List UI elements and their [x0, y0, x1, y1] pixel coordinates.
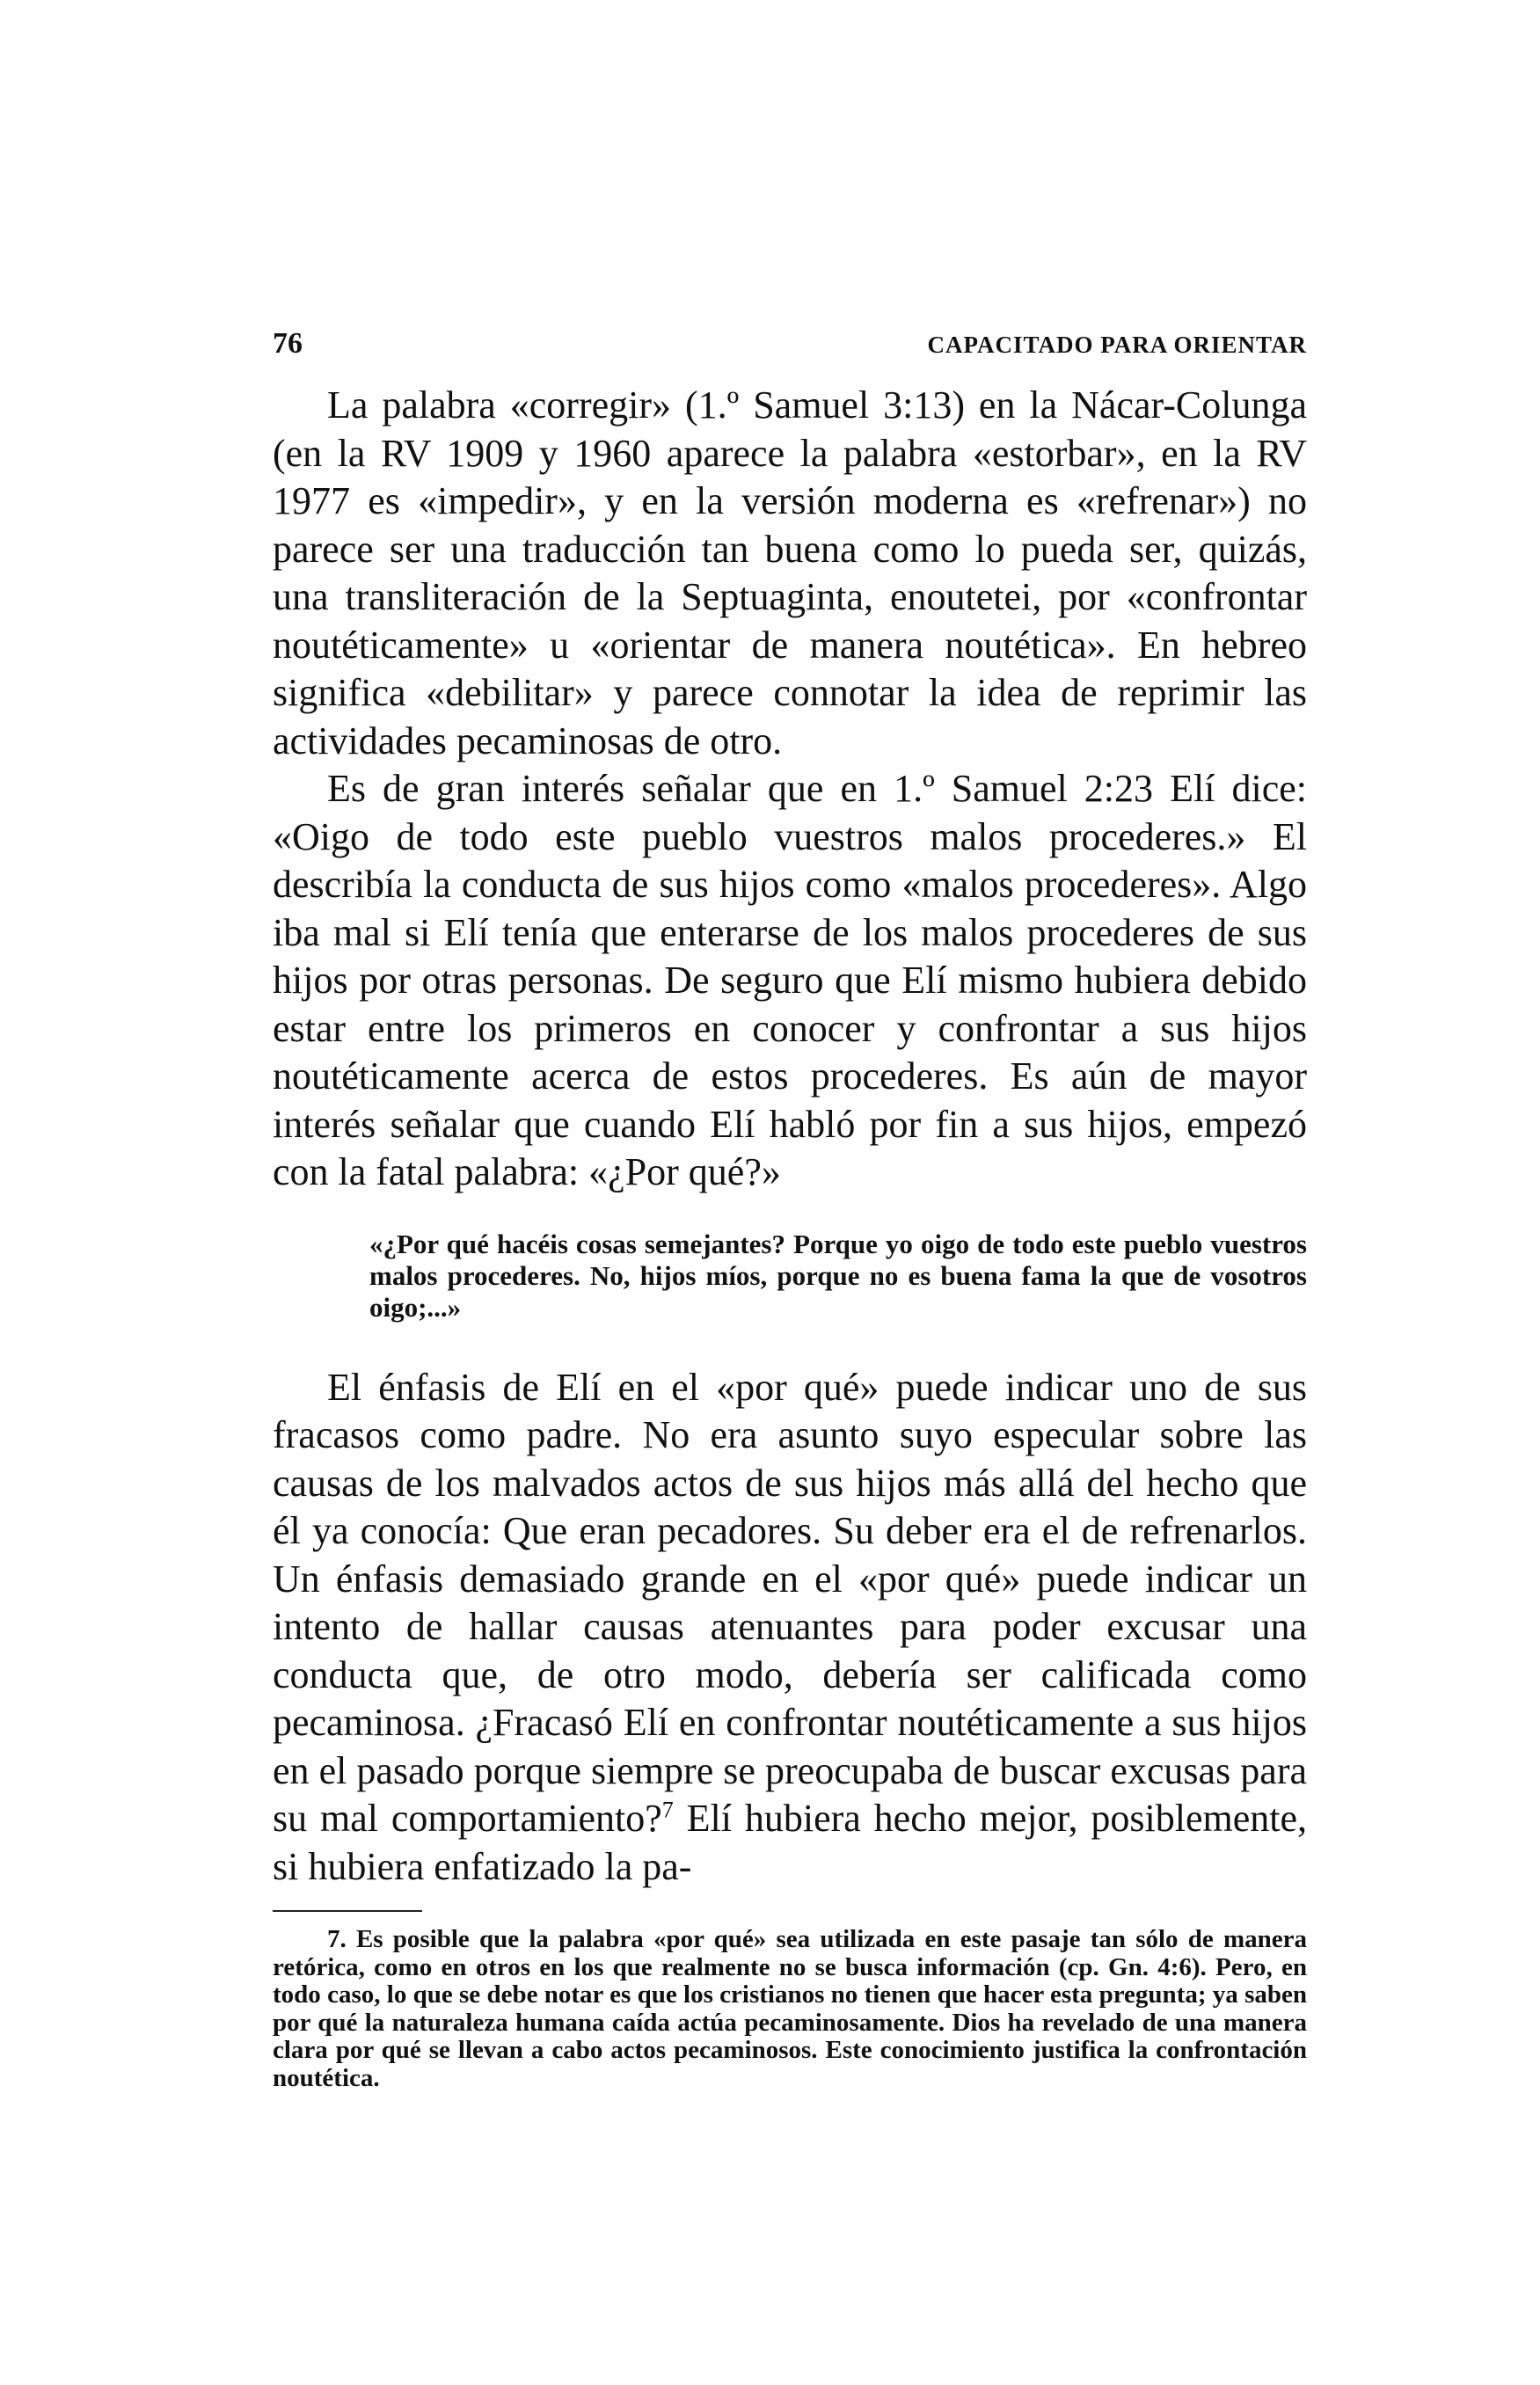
footnote-reference: 7: [661, 1797, 674, 1823]
book-page: [273, 327, 1307, 2092]
running-title: CAPACITADO PARA ORIENTAR: [927, 332, 1307, 358]
paragraph-2: Es de gran interés señalar que en 1.º Samuel 2:23 Elí dice: «Oigo de todo este pueblo vuestros malos procederes.» El describía la conducta de sus hijos como «malos procederes». Algo iba mal si Elí tenía que enterarse de los malos procederes de sus hijos por otras personas. De seguro que Elí mismo hubiera debido estar entre los primeros en conocer y confrontar a sus hijos noutéticamente acerca de estos procederes. Es aún de mayor interés señalar que cuando Elí habló por fin a sus hijos, empezó con la fatal palabra: «¿Por qué?»: [273, 767, 1307, 1193]
footnote: 7. Es posible que la palabra «por qué» sea utilizada en este pasaje tan sólo de manera retórica, como en otros en los que realmente no se busca información (cp. Gn. 4:6). Pero, en todo caso, lo que se debe notar es que los cristianos no tienen que hacer esta pregunta; ya saben por qué la naturaleza humana caída actúa pecaminosamente. Dios ha revelado de una manera clara por qué se llevan a cabo actos pecaminosos. Este conocimiento justifica la confrontación noutética.: [273, 1925, 1307, 2092]
paragraph-1: La palabra «corregir» (1.º Samuel 3:13) en la Nácar-Colunga (en la RV 1909 y 1960 aparece la palabra «estorbar», en la RV 1977 es «impedir», y en la versión moderna es «refrenar») no parece ser una traducción tan buena como lo pueda ser, quizás, una transliteración de la Septuaginta, enoutetei, por «confrontar noutéticamente» u «orientar de manera noutética». En hebreo significa «debilitar» y parece connotar la idea de reprimir las actividades pecaminosas de otro.: [273, 383, 1307, 762]
paragraph-3-continuation: Elí hubiera hecho mejor, posiblemente, si hubiera enfatizado la pa-: [273, 1797, 1307, 1888]
paragraph-3-text: El énfasis de Elí en el «por qué» puede indicar uno de sus fracasos como padre. No era asunto suyo especular sobre las causas de los malvados actos de sus hijos más allá del hecho que él ya conocía: Que eran pecadores. Su deber era el de refrenarlos. Un énfasis demasiado grande en el «por qué» puede indicar un intento de hallar causas atenuantes para poder excusar una conducta que, de otro modo, debería ser calificada como pecaminosa. ¿Fracasó Elí en confrontar noutéticamente a sus hijos en el pasado porque siempre se preocupaba de buscar excusas para su mal comportamiento?: [273, 1365, 1307, 1840]
page-number: 76: [273, 327, 303, 360]
footnote-divider: [273, 1910, 422, 1912]
block-quote: «¿Por qué hacéis cosas semejantes? Porque yo oigo de todo este pueblo vuestros malos procederes. No, hijos míos, porque no es buena fama la que de vosotros oigo;...»: [369, 1228, 1307, 1323]
running-head: [273, 327, 1307, 362]
paragraph-3: [273, 1364, 1307, 1892]
body-text: [273, 382, 1307, 1891]
